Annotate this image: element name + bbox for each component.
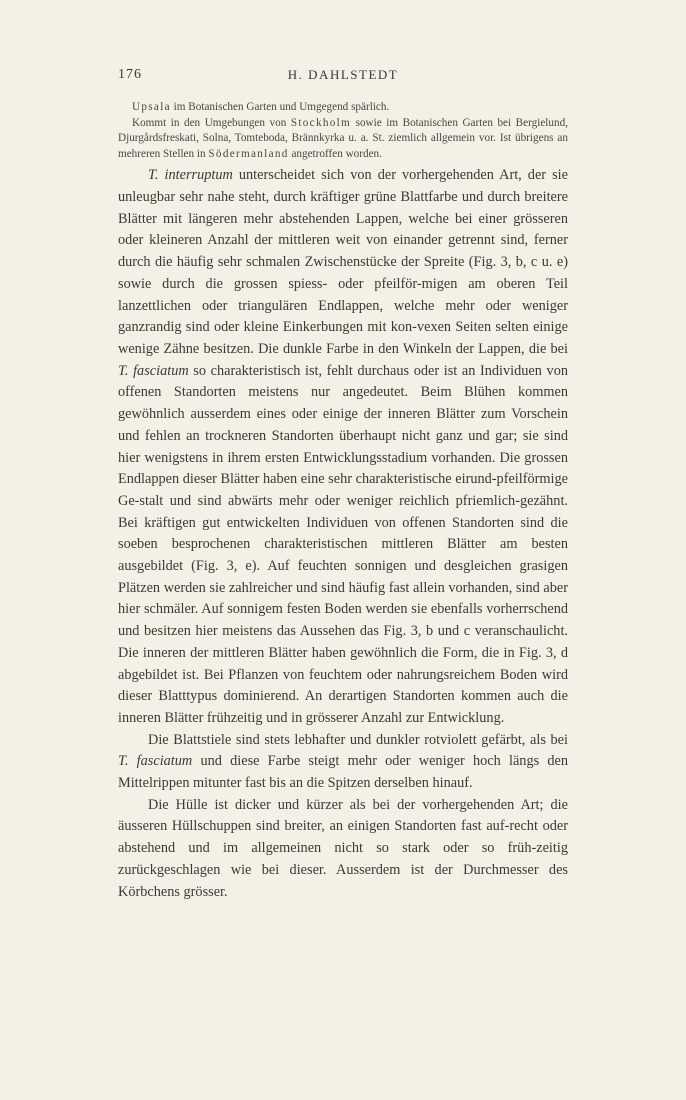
paragraph-petioles [118,730,568,795]
paragraph-text: und diese Farbe steigt mehr oder weniger hoch längs den Mittelrippen mitunter fast bis an die Spitzen derselben hinauf. [118,753,568,792]
locality-text: im Botanischen Garten und Umgegend spärlich. [170,101,390,113]
locality-text: Kommt in den Umgebungen von [132,116,291,129]
paragraph-text: so charakteristisch ist, fehlt durchaus oder ist an Individuen von offenen Standorten meistens nur angedeutet. Beim Blühen kommen gewöhnlich ausserdem eines oder einige der inneren Blätter zum Vorschein und fehlen an trockneren Standorten überhaupt nicht ganz und gar; sie sind hier wenigstens in ihrem ersten Entwicklungsstadium vorhanden. Die grossen Endlappen dieser Blätter haben eine sehr charakteristische eirund-pfeilförmige Ge-stalt und sind abwärts mehr oder weniger reichlich pfriemlich-gezähnt. Bei kräftigen gut entwickelten Individuen von offenen Standorten sind die soeben besprochenen charakteristischen mittleren Blätter am besten ausgebildet (Fig. 3, e). Auf feuchten sonnigen und desgleichen grasigen Plätzen werden sie zahlreicher und sind häufig fast allein vorhanden, sind aber hier schmäler. Auf sonnigem festen Boden werden sie ebenfalls vorherrschend und besitzen hier meistens das Aussehen das Fig. 3, b und c veranschaulicht. Die inneren der mittleren Blätter haben gewöhnlich die Form, die in Fig. 3, d abgebildet ist. Bei Pflanzen von feuchtem oder nahrungsreichem Boden wird dieser Blatttypus dominierend. An derartigen Standorten kommen auch die inneren Blätter frühzeitig und in grösserer Anzahl zur Entwicklung. [118,362,568,726]
paragraph-text: unterscheidet sich von der vorhergehenden Art, der sie unleugbar sehr nahe steht, durch kräftiger grüne Blattfarbe und durch breitere Blätter mit längeren mehr abstehenden Lappen, welche bei einer grösseren oder kleineren Anzahl der mittleren weit von einander getrennt sind, ferner durch die häufig sehr schmalen Zwischenstücke der Spreite (Fig. 3, b, c u. e) sowie durch die grossen spiess- oder pfeilför-migen am oberen Teil lanzettlichen oder triangulären Endlappen, welche mehr oder weniger ganzrandig sind oder kleine Einkerbungen mit kon-vexen Seiten selten einige wenige Zähne besitzen. Die dunkle Farbe in den Winkeln der Lappen, die bei [118,167,568,357]
locality-note-upsala [118,100,568,116]
place-name: Upsala [132,101,171,113]
place-name: Stockholm [290,116,352,129]
running-head: H. DAHLSTEDT [287,67,399,82]
region-name: Södermanland [208,147,289,160]
locality-text: sowie im Botanischen Garten bei Bergielund, Djurgårdsfreskati, Solna, Tomteboda, Brännkyrka u. a. St. ziemlich allgemein vor. Ist übrigens an mehreren Stellen in [118,116,568,160]
page-header [118,67,568,87]
taxon-name: T. fasciatum [118,362,189,379]
taxon-name: T. interruptum [148,167,233,184]
page-body [118,100,568,903]
paragraph-involucre: Die Hülle ist dicker und kürzer als bei der vorhergehenden Art; die äusseren Hüllschuppen sind breiter, an einigen Standorten fast auf-recht oder abstehend und im allgemeinen nicht so stark oder so früh-zeitig zurückgeschlagen wie bei dieser. Ausserdem ist der Durchmesser des Körbchens grösser. [118,796,568,900]
paragraph-description [118,165,568,729]
locality-note-stockholm [118,116,568,163]
paragraph-text: Die Blattstiele sind stets lebhafter und dunkler rotviolett gefärbt, als bei [148,731,568,748]
locality-text: angetroffen worden. [288,147,382,160]
page-number: 176 [118,67,142,82]
taxon-name: T. fasciatum [118,753,193,770]
